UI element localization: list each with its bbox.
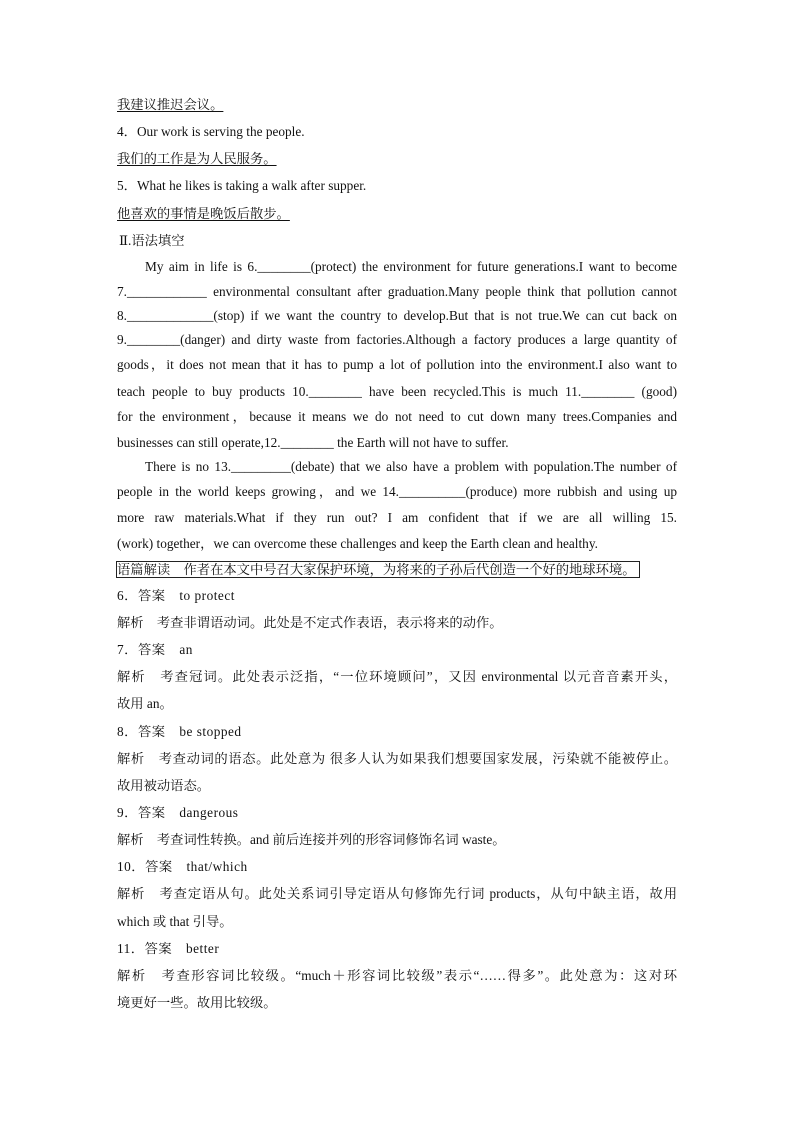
analysis-11: 解析 考查形容词比较级。“much＋形容词比较级”表示“……得多”。此处意为：这对环 xyxy=(117,968,677,983)
analysis-9: 解析 考查词性转换。and 前后连接并列的形容词修饰名词 waste。 xyxy=(117,832,506,847)
answer-9: 9．答案 dangerous xyxy=(117,805,239,820)
passage-line: 9.________(danger) and dirty waste from factories.Although a factory produces a large quantity of xyxy=(117,332,677,347)
section-title: Ⅱ.语法填空 xyxy=(119,233,185,248)
analysis-7: 解析 考查冠词。此处表示泛指，“一位环境顾问”，又因 environmental 以元音音素开头， xyxy=(117,669,677,684)
analysis-8: 解析 考查动词的语态。此处意为 很多人认为如果我们想要国家发展，污染就不能被停止。 xyxy=(117,751,677,766)
passage-line: for the environment，because it means we do not need to cut down many trees.Companies and xyxy=(117,409,677,424)
sentence-5: 5．What he likes is taking a walk after supper. xyxy=(117,178,367,193)
passage-line: My aim in life is 6.________(protect) the environment for future generations.I want to become xyxy=(145,259,677,274)
answer-11: 11．答案 better xyxy=(117,941,220,956)
translation-5: 他喜欢的事情是晚饭后散步。 xyxy=(117,206,290,221)
analysis-10-cont: which 或 that 引导。 xyxy=(117,914,233,929)
answer-6: 6．答案 to protect xyxy=(117,588,235,603)
passage-line: more raw materials.What if they run out? I am confident that if we are all willing 15. xyxy=(117,510,677,525)
passage-line: people in the world keeps growing，and we 14.__________(produce) more rubbish and using up xyxy=(117,484,677,499)
passage-line: goods，it does not mean that it has to pump a lot of pollution into the environment.I also want to xyxy=(117,357,677,372)
answer-7: 7．答案 an xyxy=(117,642,193,657)
analysis-10: 解析 考查定语从句。此处关系词引导定语从句修饰先行词 products，从句中缺主语，故用 xyxy=(117,886,677,901)
answer-8: 8．答案 be stopped xyxy=(117,724,242,739)
analysis-11-cont: 境更好一些。故用比较级。 xyxy=(117,995,277,1010)
analysis-7-cont: 故用 an。 xyxy=(117,696,173,711)
translation-4: 我们的工作是为人民服务。 xyxy=(117,151,277,166)
sentence-4: 4．Our work is serving the people. xyxy=(117,124,305,139)
translation-3: 我建议推迟会议。 xyxy=(117,97,224,112)
analysis-6: 解析 考查非谓语动词。此处是不定式作表语，表示将来的动作。 xyxy=(117,615,503,630)
passage-line: 7.____________ environmental consultant after graduation.Many people think that pollution cannot xyxy=(117,284,677,299)
passage-line: businesses can still operate,12.________ the Earth will not have to suffer. xyxy=(117,435,509,450)
passage-line: 8._____________(stop) if we want the country to develop.But that is not true.We can cut back on xyxy=(117,308,677,323)
answer-10: 10．答案 that/which xyxy=(117,859,248,874)
passage-line: There is no 13._________(debate) that we also have a problem with population.The number of xyxy=(145,459,677,474)
passage-line: teach people to buy products 10.________ have been recycled.This is much 11.________ (good) xyxy=(117,384,677,399)
passage-line: (work) together，we can overcome these challenges and keep the Earth clean and healthy. xyxy=(117,536,598,551)
passage-note xyxy=(116,561,640,579)
passage-note-box: 语篇解读 作者在本文中号召大家保护环境，为将来的子孙后代创造一个好的地球环境。 xyxy=(116,561,640,578)
analysis-8-cont: 故用被动语态。 xyxy=(117,778,211,793)
